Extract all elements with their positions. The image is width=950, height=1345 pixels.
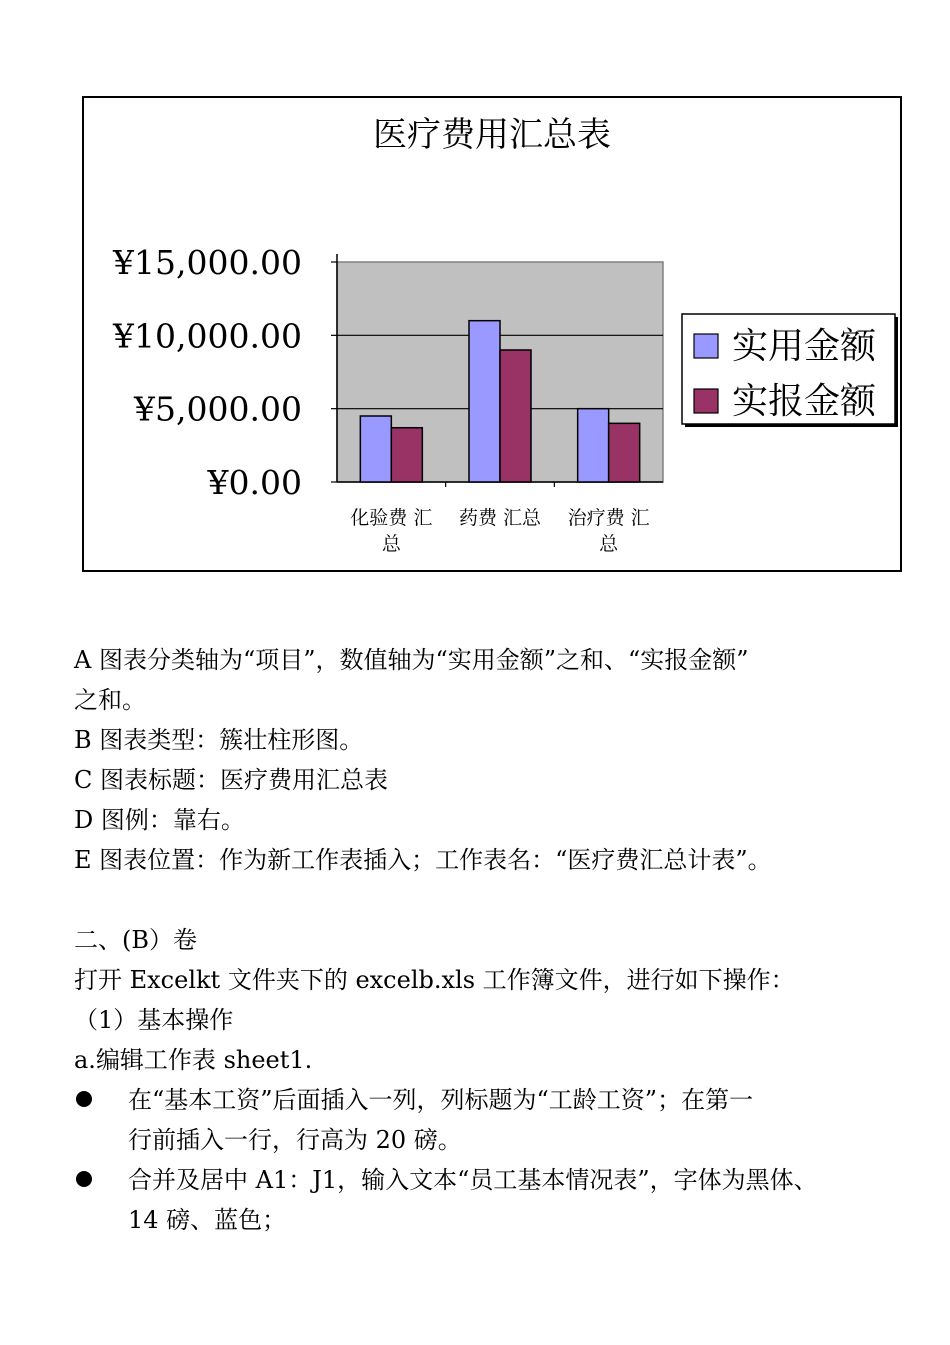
instructions — [74, 640, 894, 1240]
x-tick-label: 药费 汇总 — [458, 507, 542, 529]
bar — [360, 416, 391, 482]
basic-ops-heading: （1）基本操作 — [74, 1006, 234, 1034]
open-instruction: 打开 Excelkt 文件夹下的 excelb.xls 工作簿文件，进行如下操作： — [74, 966, 795, 994]
section-heading: 二、(B）卷 — [74, 926, 197, 954]
x-tick-label: 治疗费 汇 — [567, 507, 650, 529]
bullet-item-1 — [74, 1080, 894, 1160]
chart-frame — [82, 96, 902, 572]
item-e: E 图表位置：作为新工作表插入；工作表名：“医疗费汇总计表”。 — [74, 846, 772, 874]
x-tick-label: 总 — [381, 533, 401, 555]
item-b: B 图表类型：簇壮柱形图。 — [74, 726, 364, 754]
bullet-1-line2: 行前插入一行，行高为 20 磅。 — [128, 1126, 462, 1154]
bullet-1-line1: 在“基本工资”后面插入一列，列标题为“工龄工资”；在第一 — [128, 1086, 754, 1114]
y-tick-label: ¥5,000.00 — [134, 389, 302, 429]
bullet-icon — [74, 1160, 128, 1240]
item-c: C 图表标题：医疗费用汇总表 — [74, 766, 388, 794]
item-a-line1: A 图表分类轴为“项目”，数值轴为“实用金额”之和、“实报金额” — [74, 646, 749, 674]
bullet-icon — [74, 1080, 128, 1160]
item-a-line2: 之和。 — [74, 686, 146, 714]
x-tick-label: 化验费 汇 — [350, 507, 433, 529]
bar — [500, 350, 531, 482]
legend-label: 实用金额 — [732, 326, 877, 367]
bar-chart — [84, 98, 900, 570]
bullet-2-line2: 14 磅、蓝色； — [128, 1206, 287, 1234]
legend-swatch — [694, 389, 718, 413]
x-tick-label: 总 — [599, 533, 619, 555]
bar — [469, 321, 500, 482]
bar — [391, 428, 422, 482]
bullet-item-2 — [74, 1160, 894, 1240]
legend-label: 实报金额 — [732, 381, 877, 422]
bullet-2-line1: 合并及居中 A1：J1，输入文本“员工基本情况表”，字体为黑体、 — [128, 1166, 818, 1194]
legend-swatch — [694, 334, 718, 358]
bar — [609, 423, 640, 482]
chart-title: 医疗费用汇总表 — [373, 115, 611, 155]
y-tick-label: ¥10,000.00 — [113, 316, 302, 356]
y-tick-label: ¥15,000.00 — [113, 243, 302, 282]
bar — [578, 409, 609, 482]
edit-sheet: a.编辑工作表 sheet1. — [74, 1046, 313, 1074]
spacer — [74, 880, 894, 920]
y-tick-label: ¥0.00 — [207, 463, 302, 502]
item-d: D 图例：靠右。 — [74, 806, 245, 834]
